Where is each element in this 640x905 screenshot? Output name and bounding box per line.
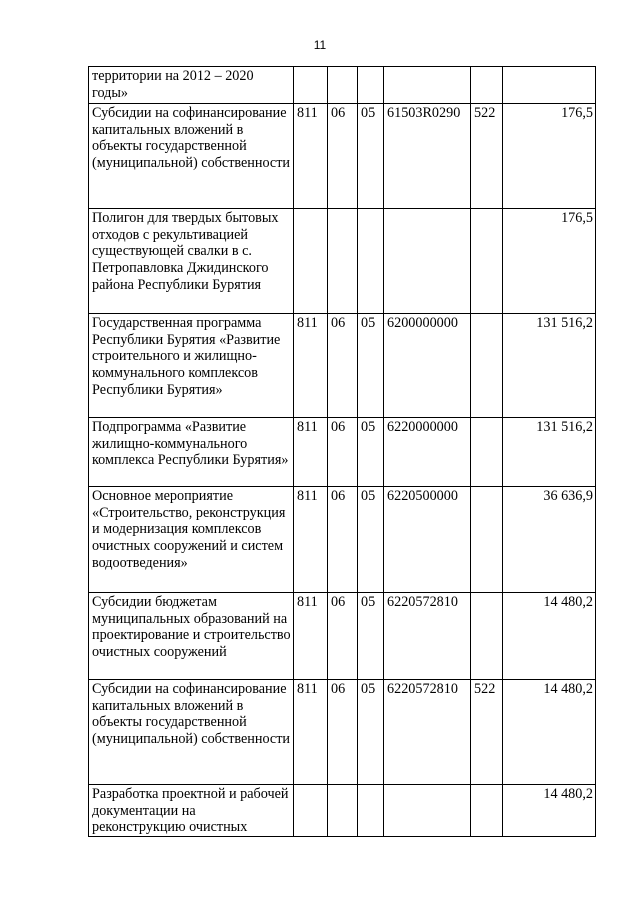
table-row — [89, 209, 596, 314]
row-ministry-code — [294, 785, 328, 837]
row-target-article: 6220572810 — [384, 680, 471, 785]
row-subsection-code — [358, 209, 384, 314]
row-name: Государственная программа Республики Бурятия «Развитие строительного и жилищно-коммунального комплексов Республики Бурятия» — [89, 314, 294, 418]
row-section-code: 06 — [328, 680, 358, 785]
table-row — [89, 104, 596, 209]
row-name: Полигон для твердых бытовых отходов с рекультивацией существующей свалки в с. Петропавловка Джидинского района Республики Бурятия — [89, 209, 294, 314]
row-amount: 14 480,2 — [503, 680, 596, 785]
row-target-article: 6220572810 — [384, 593, 471, 680]
row-expense-type — [471, 418, 503, 487]
row-amount: 14 480,2 — [503, 785, 596, 837]
row-ministry-code: 811 — [294, 680, 328, 785]
row-target-article: 6220000000 — [384, 418, 471, 487]
table-row — [89, 593, 596, 680]
row-subsection-code: 05 — [358, 104, 384, 209]
row-name: Основное мероприятие «Строительство, реконструкция и модернизация комплексов очистных сооружений и систем водоотведения» — [89, 487, 294, 593]
row-section-code — [328, 785, 358, 837]
row-expense-type — [471, 785, 503, 837]
table-row — [89, 314, 596, 418]
page-number: 11 — [313, 38, 327, 52]
row-ministry-code: 811 — [294, 593, 328, 680]
row-ministry-code: 811 — [294, 314, 328, 418]
row-section-code — [328, 67, 358, 104]
row-target-article: 6220500000 — [384, 487, 471, 593]
row-ministry-code: 811 — [294, 418, 328, 487]
row-section-code: 06 — [328, 418, 358, 487]
table-row — [89, 680, 596, 785]
row-amount: 176,5 — [503, 104, 596, 209]
row-name: Субсидии бюджетам муниципальных образований на проектирование и строительство очистных сооружений — [89, 593, 294, 680]
row-amount: 36 636,9 — [503, 487, 596, 593]
row-expense-type: 522 — [471, 104, 503, 209]
row-target-article — [384, 785, 471, 837]
row-expense-type — [471, 487, 503, 593]
row-expense-type — [471, 314, 503, 418]
budget-table — [88, 66, 596, 837]
row-section-code — [328, 209, 358, 314]
table-row — [89, 67, 596, 104]
row-amount: 131 516,2 — [503, 418, 596, 487]
row-amount: 176,5 — [503, 209, 596, 314]
row-subsection-code: 05 — [358, 487, 384, 593]
row-section-code: 06 — [328, 314, 358, 418]
row-target-article: 6200000000 — [384, 314, 471, 418]
row-expense-type — [471, 593, 503, 680]
row-ministry-code: 811 — [294, 104, 328, 209]
row-target-article — [384, 67, 471, 104]
row-name: территории на 2012 – 2020 годы» — [89, 67, 294, 104]
row-subsection-code — [358, 785, 384, 837]
row-name: Субсидии на софинансирование капитальных вложений в объекты государственной (муниципальной) собственности — [89, 104, 294, 209]
budget-table-body — [89, 67, 596, 837]
row-name: Разработка проектной и рабочей документации на реконструкцию очистных — [89, 785, 294, 837]
row-amount — [503, 67, 596, 104]
row-expense-type — [471, 209, 503, 314]
row-name: Субсидии на софинансирование капитальных вложений в объекты государственной (муниципальной) собственности — [89, 680, 294, 785]
row-amount: 131 516,2 — [503, 314, 596, 418]
table-row — [89, 785, 596, 837]
row-target-article — [384, 209, 471, 314]
row-target-article: 61503R0290 — [384, 104, 471, 209]
row-subsection-code: 05 — [358, 314, 384, 418]
table-row — [89, 418, 596, 487]
row-ministry-code: 811 — [294, 487, 328, 593]
row-subsection-code: 05 — [358, 680, 384, 785]
row-expense-type — [471, 67, 503, 104]
row-subsection-code: 05 — [358, 593, 384, 680]
row-subsection-code: 05 — [358, 418, 384, 487]
row-section-code: 06 — [328, 487, 358, 593]
row-ministry-code — [294, 67, 328, 104]
row-section-code: 06 — [328, 593, 358, 680]
table-row — [89, 487, 596, 593]
row-amount: 14 480,2 — [503, 593, 596, 680]
row-subsection-code — [358, 67, 384, 104]
row-ministry-code — [294, 209, 328, 314]
row-name: Подпрограмма «Развитие жилищно-коммунального комплекса Республики Бурятия» — [89, 418, 294, 487]
row-section-code: 06 — [328, 104, 358, 209]
row-expense-type: 522 — [471, 680, 503, 785]
